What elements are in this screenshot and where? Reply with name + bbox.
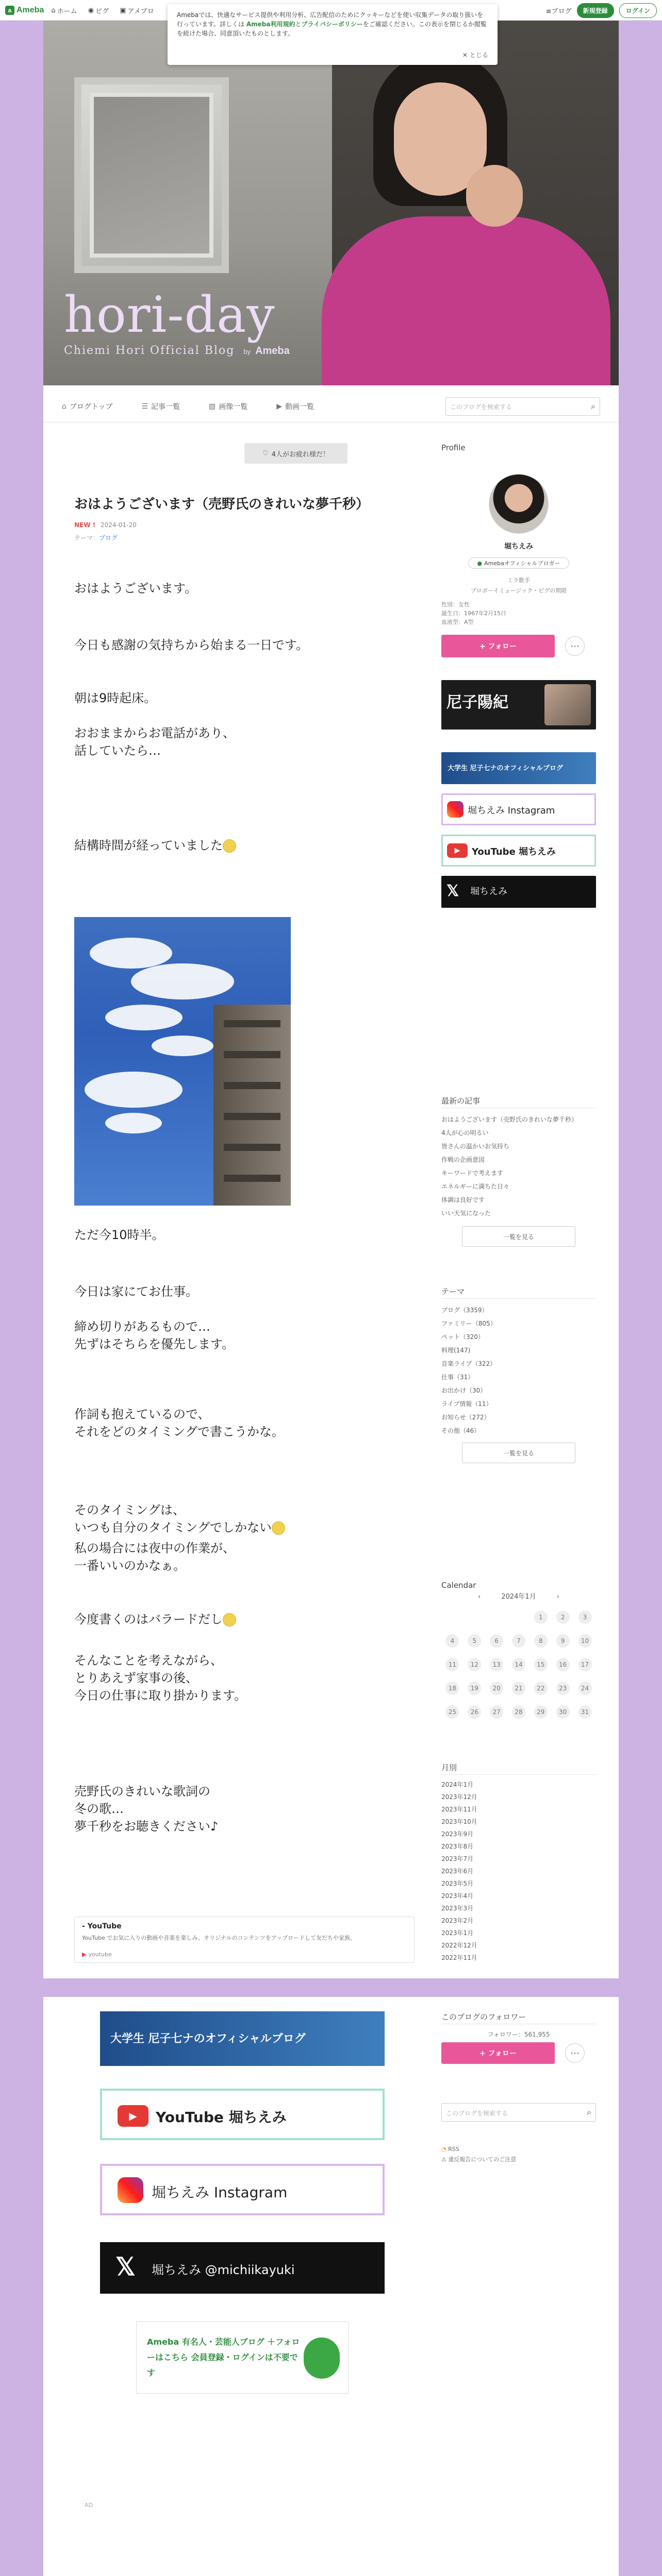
smile-emoji-icon xyxy=(223,1613,236,1626)
archive-heading: 月別 xyxy=(441,1763,457,1772)
calendar-week xyxy=(441,1676,596,1700)
recent-list xyxy=(441,1113,596,1220)
lower-search-placeholder: このブログを検索する xyxy=(446,2110,508,2117)
article-theme-link[interactable]: ブログ xyxy=(99,534,118,541)
paragraph: おはようございます。 xyxy=(74,581,197,596)
archive-item[interactable]: 2022年11月 xyxy=(441,1954,477,1961)
calendar-day-num: 17 xyxy=(578,1658,592,1671)
article-date: 2024-01-20 xyxy=(100,521,137,529)
archive-item[interactable]: 2023年5月 xyxy=(441,1880,474,1887)
calendar-day[interactable] xyxy=(529,1676,552,1700)
blog-title: hori-day xyxy=(64,286,275,344)
sidebar-banner-2-text: 大学生 尼子七ナのオフィシャルブログ xyxy=(448,765,563,772)
nav-home[interactable] xyxy=(51,6,77,15)
calendar-day-num: 26 xyxy=(468,1705,481,1719)
archive-item[interactable]: 2023年4月 xyxy=(441,1892,474,1900)
profile-genre: ミラ歌手 xyxy=(507,577,530,584)
ameba-logo-icon: a xyxy=(5,6,14,15)
instagram-icon xyxy=(447,801,464,818)
official-blogger-badge xyxy=(468,557,569,569)
calendar-day-num: 3 xyxy=(578,1611,592,1624)
close-icon: ✕ xyxy=(462,52,468,59)
chevron-left-icon[interactable]: ‹ xyxy=(478,1593,481,1601)
calendar-day[interactable] xyxy=(529,1605,552,1629)
paragraph: ただ今10時半。 xyxy=(74,1228,164,1242)
calendar-day[interactable] xyxy=(529,1700,552,1724)
cloud xyxy=(105,1005,183,1030)
recent-item[interactable]: 皆さんの温かいお気持ち xyxy=(441,1143,510,1150)
profile-detail-row: 誕生日：1967年2月15日 xyxy=(441,610,506,617)
theme-item[interactable]: 音楽ライブ（322） xyxy=(441,1360,496,1367)
calendar-day-num: 13 xyxy=(490,1658,503,1671)
sidebar-banner-1[interactable] xyxy=(441,680,596,730)
ameba-logo-text: Ameba xyxy=(16,5,44,14)
header-person-body xyxy=(322,216,610,385)
archive-item[interactable]: 2023年9月 xyxy=(441,1831,474,1838)
paragraph: 作詞も抱えているので、 それをどのタイミングで書こうかな。 xyxy=(74,1407,285,1439)
sidebar-banner-1-text: 尼子陽紀 xyxy=(446,693,508,711)
ad-label: AD xyxy=(85,2502,93,2509)
sidebar-banner-youtube[interactable] xyxy=(441,835,596,867)
recent-item[interactable]: 4人が心の明るい xyxy=(441,1129,489,1137)
calendar-day[interactable] xyxy=(574,1700,596,1724)
terms-link[interactable]: Ameba利用規約 xyxy=(246,21,295,28)
calendar-day[interactable] xyxy=(508,1629,530,1653)
sidebar-follow-button[interactable]: + フォロー xyxy=(441,635,555,657)
calendar-week xyxy=(441,1605,596,1629)
recent-more-button[interactable]: 一覧を見る xyxy=(462,1226,575,1247)
profile-detail-row: 性別：女性 xyxy=(441,601,470,608)
blog-header-image[interactable] xyxy=(43,21,619,385)
recent-item[interactable]: いい天気になった xyxy=(441,1210,491,1217)
blog-menu[interactable]: ≡ブログ xyxy=(545,8,572,15)
report-label: 違反報告についてのご注意 xyxy=(448,2156,517,2163)
calendar-day-num: 25 xyxy=(445,1705,459,1719)
recent-item[interactable]: エネルギーに満ちた日々 xyxy=(441,1183,510,1190)
paragraph-text: 今度書くのはバラードだし xyxy=(74,1612,223,1626)
calendar-day[interactable] xyxy=(464,1653,486,1676)
more-icon: ⋯ xyxy=(570,2047,580,2059)
lower-follow-button[interactable]: + フォロー xyxy=(441,2042,555,2064)
sidebar-banner-youtube-text: YouTube 堀ちえみ xyxy=(472,846,556,857)
rss-link[interactable] xyxy=(441,2144,516,2155)
youtube-card-desc: YouTube でお気に入りの動画や音楽を楽しみ、オリジナルのコンテンツをアップロードして友だちや家族、 xyxy=(82,1935,356,1941)
calendar-day[interactable] xyxy=(552,1700,574,1724)
calendar-day-num: 10 xyxy=(578,1634,592,1648)
archive-item[interactable]: 2023年12月 xyxy=(441,1793,477,1801)
building-floor xyxy=(224,1144,280,1151)
pig-icon: ◉ xyxy=(88,7,94,14)
subnav-video-list-label: 動画一覧 xyxy=(285,402,315,411)
calendar-day[interactable] xyxy=(441,1629,464,1653)
recent-item[interactable]: おはようございます（売野氏のきれいな夢千秒） xyxy=(441,1116,578,1123)
calendar-day[interactable] xyxy=(552,1605,574,1629)
ameba-mascot-icon xyxy=(304,2337,340,2379)
notice-tail: をご確認ください。この表示を閉じるか閲覧を続けた場合、同意頂いたものとします。 xyxy=(177,21,487,37)
archive-item[interactable]: 2023年6月 xyxy=(441,1868,474,1875)
paragraph: 今日は家にてお仕事。 締め切りがあるもので… 先ずはそちらを優先します。 xyxy=(74,1284,235,1351)
lower-column xyxy=(43,1997,619,2576)
calendar-day-num: 15 xyxy=(534,1658,548,1671)
calendar-day[interactable] xyxy=(486,1676,508,1700)
lower-banner-ameba-follow[interactable] xyxy=(136,2321,349,2394)
calendar-day[interactable] xyxy=(441,1676,464,1700)
youtube-icon: ▶ xyxy=(447,843,468,858)
main-column xyxy=(43,21,619,1978)
global-nav xyxy=(51,5,162,15)
heart-icon: ♡ xyxy=(262,449,269,457)
blog-search-input[interactable] xyxy=(445,397,600,416)
article-theme xyxy=(74,533,118,542)
profile-detail-row: 血液型：A型 xyxy=(441,619,474,625)
calendar-day[interactable] xyxy=(574,1605,596,1629)
paragraph xyxy=(74,819,236,854)
calendar-day[interactable] xyxy=(552,1629,574,1653)
calendar-day[interactable] xyxy=(441,1653,464,1676)
paragraph: 売野氏のきれいな歌詞の 冬の歌… 夢千秒をお聴きください♪ xyxy=(74,1784,219,1834)
calendar xyxy=(441,1605,596,1724)
theme-heading: テーマ xyxy=(441,1287,465,1296)
archive-list xyxy=(441,1778,596,1964)
search-icon[interactable]: ⌕ xyxy=(591,401,595,411)
new-badge: NEW ! xyxy=(74,521,96,529)
video-icon: ▶ xyxy=(276,402,283,411)
paragraph: 今日も感謝の気持ちから始まる一日です。 xyxy=(74,638,309,652)
archive-item[interactable]: 2023年8月 xyxy=(441,1843,474,1850)
calendar-day-num: 21 xyxy=(512,1682,525,1695)
calendar-day[interactable] xyxy=(508,1700,530,1724)
subnav-video-list[interactable] xyxy=(276,401,314,412)
notice-text: Amebaでは、快適なサービス提供や利用分析、広告配信のためにクッキーなどを使い収集データの取り扱いを行っています。詳しくは xyxy=(177,11,484,28)
banner-photo xyxy=(544,684,591,725)
report-link[interactable] xyxy=(441,2155,516,2165)
cloud xyxy=(105,1113,162,1133)
calendar-day[interactable] xyxy=(574,1676,596,1700)
youtube-card-title: - YouTube xyxy=(82,1922,122,1930)
theme-item[interactable]: ブログ（3359） xyxy=(441,1307,488,1314)
lower-banner-instagram[interactable] xyxy=(100,2164,385,2215)
lower-search-input[interactable] xyxy=(441,2103,596,2122)
calendar-day xyxy=(441,1605,464,1629)
calendar-day-num: 30 xyxy=(556,1705,570,1719)
building-floor xyxy=(224,1082,280,1089)
archive-item[interactable]: 2023年3月 xyxy=(441,1905,474,1912)
youtube-card-source-label: youtube xyxy=(88,1951,112,1958)
calendar-day-num: 23 xyxy=(556,1682,570,1695)
calendar-day-num: 20 xyxy=(490,1682,503,1695)
cloud xyxy=(131,963,234,999)
lower-banner-1[interactable] xyxy=(100,2011,385,2066)
theme-item[interactable]: その他（46） xyxy=(441,1427,481,1434)
image-icon: ▧ xyxy=(209,402,216,411)
search-icon[interactable]: ⌕ xyxy=(587,2107,591,2117)
calendar-day-num: 29 xyxy=(534,1705,548,1719)
privacy-link[interactable]: プライバシーポリシー xyxy=(301,21,363,28)
warning-icon: ⚠ xyxy=(441,2156,446,2163)
building xyxy=(213,1005,291,1206)
archive-item[interactable]: 2023年2月 xyxy=(441,1917,474,1924)
calendar-day xyxy=(464,1605,486,1629)
smile-emoji-icon xyxy=(272,1521,285,1535)
theme-more-button[interactable]: 一覧を見る xyxy=(462,1443,575,1463)
calendar-day xyxy=(486,1605,508,1629)
archive-item[interactable]: 2023年7月 xyxy=(441,1855,474,1862)
blog-search-placeholder: このブログを検索する xyxy=(450,403,512,411)
theme-item[interactable]: 料理(147) xyxy=(441,1347,471,1354)
like-count-pill[interactable] xyxy=(244,443,347,464)
list-icon: ☰ xyxy=(141,402,148,411)
sidebar-banner-x[interactable] xyxy=(441,876,596,908)
more-options-button[interactable] xyxy=(565,2043,585,2063)
sidebar-banner-instagram-text: 堀ちえみ Instagram xyxy=(468,805,555,816)
sky-photo[interactable] xyxy=(74,917,291,1206)
lower-banner-x-text: 堀ちえみ @michiikayuki xyxy=(152,2263,295,2277)
calendar-week xyxy=(441,1629,596,1653)
ameba-logo[interactable] xyxy=(5,6,44,15)
calendar-day[interactable] xyxy=(486,1629,508,1653)
calendar-grid xyxy=(441,1605,596,1724)
building-floor xyxy=(224,1113,280,1120)
header-window-inner xyxy=(90,93,213,258)
cookie-notice xyxy=(168,4,498,65)
subnav-blog-top-label: ブログトップ xyxy=(69,402,113,411)
cloud xyxy=(85,1072,183,1108)
calendar-day-num: 18 xyxy=(445,1682,459,1695)
register-button[interactable]: 新規登録 xyxy=(577,3,614,18)
topbar-right xyxy=(546,3,657,18)
article-meta xyxy=(74,521,137,529)
recent-item[interactable]: キーワードで考えます xyxy=(441,1170,504,1177)
theme-item[interactable]: ペット（320） xyxy=(441,1333,484,1341)
more-options-button[interactable] xyxy=(565,636,585,656)
recent-item[interactable]: 作戦の企画意図 xyxy=(441,1156,485,1163)
calendar-day[interactable] xyxy=(486,1653,508,1676)
check-icon: ● xyxy=(477,560,483,567)
home-icon: ⌂ xyxy=(62,402,67,411)
calendar-day[interactable] xyxy=(508,1653,530,1676)
subnav-image-list[interactable] xyxy=(209,401,247,412)
archive-item[interactable]: 2024年1月 xyxy=(441,1781,474,1788)
lower-banner-x[interactable] xyxy=(100,2242,385,2294)
sidebar-banner-x-text: 堀ちえみ xyxy=(470,886,507,897)
notice-close-label: とじる xyxy=(469,52,488,59)
theme-item[interactable]: ファミリー（805） xyxy=(441,1320,496,1327)
calendar-day-num: 12 xyxy=(468,1658,481,1671)
archive-item[interactable]: 2023年1月 xyxy=(441,1929,474,1937)
nav-ameblo-label: アメブロ xyxy=(127,8,154,15)
right-links xyxy=(441,2144,516,2165)
paragraph xyxy=(74,1593,236,1628)
calendar-day-num: 1 xyxy=(534,1611,548,1624)
theme-item[interactable]: 仕事（31） xyxy=(441,1374,474,1381)
blog-subtitle xyxy=(64,344,290,357)
paragraph-text: そのタイミングは、 いつも自分のタイミングでしかない xyxy=(74,1503,272,1535)
calendar-day-num: 7 xyxy=(512,1634,525,1648)
calendar-day-num: 2 xyxy=(556,1611,570,1624)
rss-icon: ◔ xyxy=(441,2146,446,2153)
blog-subnav xyxy=(43,391,619,422)
chevron-right-icon[interactable]: › xyxy=(556,1593,559,1601)
blog-subtitle-by: by xyxy=(243,348,251,355)
calendar-day[interactable] xyxy=(464,1700,486,1724)
calendar-heading: Calendar xyxy=(441,1581,476,1590)
x-icon: 𝕏 xyxy=(446,883,459,900)
calendar-day-num: 11 xyxy=(445,1658,459,1671)
header-person-hand xyxy=(466,165,523,227)
lower-banner-1-text: 大学生 尼子七ナのオフィシャルブログ xyxy=(110,2032,306,2045)
profile-name[interactable]: 堀ちえみ xyxy=(504,543,533,551)
calendar-day[interactable] xyxy=(464,1676,486,1700)
profile-genre-2: プロボーイミュージック・ピグの期限 xyxy=(470,587,567,594)
nav-pig[interactable] xyxy=(88,6,109,15)
subnav-blog-top[interactable] xyxy=(62,401,112,412)
archive-item[interactable]: 2023年11月 xyxy=(441,1806,477,1813)
theme-item[interactable]: お知らせ（272） xyxy=(441,1414,490,1421)
calendar-day-num: 14 xyxy=(512,1658,525,1671)
calendar-day[interactable] xyxy=(574,1653,596,1676)
calendar-day-num: 9 xyxy=(556,1634,570,1648)
archive-item[interactable]: 2022年12月 xyxy=(441,1942,477,1949)
calendar-day[interactable] xyxy=(552,1676,574,1700)
youtube-embed-card[interactable] xyxy=(74,1917,415,1963)
notice-mid: と xyxy=(295,21,302,28)
paragraph: そんなことを考えながら、 とりあえず家事の後、 今日の仕事に取り掛かります。 xyxy=(74,1653,247,1703)
paragraph-text: 結構時間が経っていました xyxy=(74,838,223,853)
lower-banner-youtube[interactable] xyxy=(100,2089,385,2140)
calendar-day-num: 5 xyxy=(468,1634,481,1648)
nav-home-label: ホーム xyxy=(57,8,77,15)
rss-label: RSS xyxy=(448,2146,459,2153)
calendar-day-num: 27 xyxy=(490,1705,503,1719)
notice-close-button[interactable] xyxy=(462,50,488,60)
article-theme-label: テーマ： xyxy=(74,534,100,541)
profile-details xyxy=(441,600,506,626)
youtube-icon: ▶ xyxy=(118,2105,148,2127)
calendar-day-num: 6 xyxy=(490,1634,503,1648)
calendar-day-num: 4 xyxy=(445,1634,459,1648)
blog-subtitle-ameba: Ameba xyxy=(255,345,290,357)
article-title[interactable]: おはようございます（売野氏のきれいな夢千秒） xyxy=(74,497,370,512)
home-icon: ⌂ xyxy=(51,7,56,14)
nav-pig-label: ピグ xyxy=(95,8,109,15)
calendar-day-num: 19 xyxy=(468,1682,481,1695)
blog-subtitle-text: Chiemi Hori Official Blog xyxy=(64,344,235,357)
cloud xyxy=(90,938,172,969)
divider xyxy=(441,1298,596,1299)
instagram-icon xyxy=(118,2177,143,2203)
lower-banner-youtube-text: YouTube 堀ちえみ xyxy=(156,2109,287,2126)
building-floor xyxy=(224,1051,280,1058)
calendar-day-num: 28 xyxy=(512,1705,525,1719)
smile-emoji-icon xyxy=(223,839,236,853)
calendar-week xyxy=(441,1653,596,1676)
subnav-article-list[interactable] xyxy=(141,401,180,412)
cloud xyxy=(152,1036,213,1056)
sidebar-banner-instagram[interactable] xyxy=(441,793,596,825)
calendar-month-label: 2024年1月 xyxy=(501,1593,536,1601)
paragraph: 私の場合には夜中の作業が、 一番いいのかなぁ。 xyxy=(74,1541,235,1573)
calendar-day[interactable] xyxy=(464,1629,486,1653)
theme-item[interactable]: お出かけ（30） xyxy=(441,1387,487,1394)
calendar-day[interactable] xyxy=(508,1676,530,1700)
more-icon: ⋯ xyxy=(570,640,580,652)
youtube-icon: ▶ xyxy=(82,1951,87,1958)
calendar-day[interactable] xyxy=(486,1700,508,1724)
building-floor xyxy=(224,1020,280,1027)
lower-banner-instagram-text: 堀ちえみ Instagram xyxy=(152,2184,288,2201)
subnav-image-list-label: 画像一覧 xyxy=(219,402,248,411)
paragraph xyxy=(74,1484,285,1536)
calendar-week xyxy=(441,1700,596,1724)
subnav-article-list-label: 記事一覧 xyxy=(151,402,180,411)
theme-item[interactable]: ライブ情報（11） xyxy=(441,1400,492,1408)
login-button[interactable]: ログイン xyxy=(619,3,657,18)
calendar-month xyxy=(441,1591,596,1601)
calendar-day-num: 8 xyxy=(534,1634,548,1648)
nav-ameblo[interactable] xyxy=(120,6,154,15)
divider xyxy=(441,1774,596,1775)
sidebar-banner-2[interactable] xyxy=(441,752,596,784)
profile-heading: Profile xyxy=(441,443,466,452)
calendar-day[interactable] xyxy=(552,1653,574,1676)
theme-list xyxy=(441,1303,596,1437)
calendar-day-num: 24 xyxy=(578,1682,592,1695)
follower-count: フォロワー：561,955 xyxy=(487,2031,550,2038)
calendar-day[interactable] xyxy=(529,1653,552,1676)
paragraph: 朝は9時起床。 おおままからお電話があり、 話していたら… xyxy=(74,691,235,758)
calendar-day-num: 22 xyxy=(534,1682,548,1695)
recent-item[interactable]: 体調は良好です xyxy=(441,1196,485,1204)
like-count-label: 4人がお疲れ様だ！ xyxy=(271,450,329,459)
building-floor xyxy=(224,1175,280,1182)
x-icon: 𝕏 xyxy=(115,2253,136,2281)
official-blogger-label: Amebaオフィシャルブロガー xyxy=(484,560,560,567)
calendar-day[interactable] xyxy=(529,1629,552,1653)
follower-heading: このブログのフォロワー xyxy=(441,2012,526,2022)
youtube-card-source xyxy=(82,1951,407,1958)
calendar-day[interactable] xyxy=(574,1629,596,1653)
calendar-day-num: 31 xyxy=(578,1705,592,1719)
calendar-day xyxy=(508,1605,530,1629)
app-icon: ▣ xyxy=(120,7,126,14)
recent-heading: 最新の記事 xyxy=(441,1096,481,1106)
lower-banner-ameba-follow-text: Ameba 有名人・芸能人ブログ ＋フォローはこちら 会員登録・ログインは不要です xyxy=(147,2337,300,2378)
profile-avatar[interactable] xyxy=(489,474,549,534)
calendar-day[interactable] xyxy=(441,1700,464,1724)
calendar-day-num: 16 xyxy=(556,1658,570,1671)
archive-item[interactable]: 2023年10月 xyxy=(441,1818,477,1825)
